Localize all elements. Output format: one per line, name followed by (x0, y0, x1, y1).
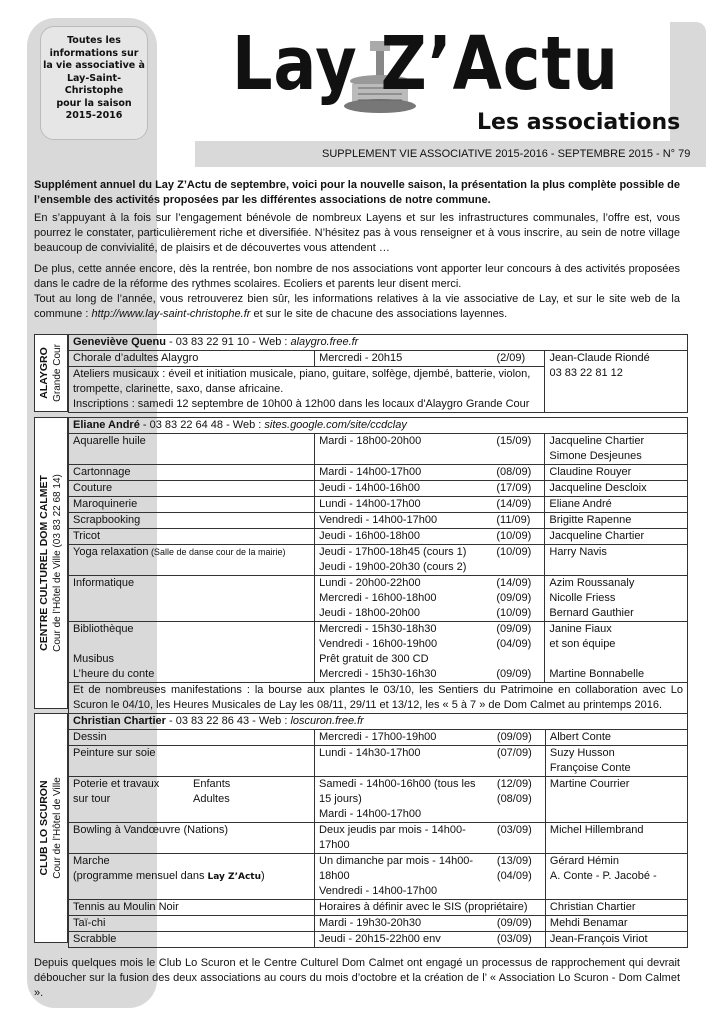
activity-contact: Martine Courrier (545, 777, 687, 823)
intro-line: 2015-2016 (65, 110, 123, 121)
start-date: (09/09) (496, 623, 532, 635)
activity-contact: Jean-François Viriot (545, 932, 687, 948)
activity-label: Tricot (73, 530, 101, 542)
contact-name: Geneviève Quenu (73, 336, 166, 348)
activity-location: (Salle de danse cour de la mairie) (148, 547, 286, 557)
alaygro-web-link[interactable]: alaygro.free.fr (290, 336, 359, 348)
line: Musibus (73, 653, 114, 665)
contact-person: Jacqueline Descloix (549, 482, 647, 494)
activity-contact: Mehdi Benamar (545, 916, 687, 932)
time: Vendredi - 14h00-17h00 (319, 885, 438, 897)
activity-contact (545, 465, 688, 481)
activity-name (69, 465, 315, 481)
activity-name: Peinture sur soie (69, 746, 315, 777)
table-row (69, 497, 688, 513)
time: Mardi - 14h00-17h00 (319, 808, 422, 820)
alaygro-contact (69, 335, 688, 351)
time: Jeudi - 14h00-16h00 (319, 482, 421, 494)
newsletter-title: Lay Z’Actu (232, 21, 619, 107)
activity-schedule (315, 916, 546, 932)
activity-name: Scrabble (69, 932, 315, 948)
time: Jeudi - 16h00-18h00 (319, 530, 421, 542)
activity-schedule (315, 746, 546, 777)
time: Jeudi - 19h00-20h30 (cours 2) (319, 561, 467, 573)
time: Mercredi - 16h00-18h00 (319, 592, 437, 604)
contact-person: Janine Fiaux (549, 623, 612, 635)
activity-schedule (315, 932, 546, 948)
contact-phone: - 03 83 22 86 43 - Web : (165, 715, 291, 727)
activity-name (69, 545, 315, 576)
activity-contact (545, 545, 688, 576)
contact-name: Eliane André (73, 419, 140, 431)
table-row (69, 434, 688, 465)
activity-schedule (315, 513, 545, 529)
activity-schedule (315, 823, 546, 854)
activity-name (69, 576, 315, 622)
table-row (69, 545, 688, 576)
start-date: (11/09) (496, 514, 531, 526)
activity-schedule (315, 497, 545, 513)
activity-name (69, 513, 315, 529)
alaygro-table (68, 334, 688, 413)
intro-paragraph-4 (34, 292, 680, 322)
start-date: (14/09) (496, 577, 532, 589)
start-date: (03/09) (496, 824, 532, 836)
intro-line: Toutes les (67, 35, 121, 46)
activity-contact: Michel Hillembrand (545, 823, 687, 854)
activity-contact (545, 854, 687, 900)
line: Poterie et travaux (73, 778, 160, 790)
start-date: (04/09) (496, 638, 532, 650)
time: Mercredi - 15h30-18h30 (319, 623, 437, 635)
time: Un dimanche par mois - 14h00-18h00 (319, 855, 474, 882)
activity-name (69, 497, 315, 513)
activity-contact (545, 481, 688, 497)
activity-label: Maroquinerie (73, 498, 138, 510)
contact-phone: - 03 83 22 91 10 - Web : (165, 336, 291, 348)
table-row (69, 529, 688, 545)
start-date (496, 560, 540, 575)
start-date: (04/09) (496, 870, 532, 882)
activity-name (69, 481, 315, 497)
table-row (69, 576, 688, 622)
contact-person: Nicolle Friess (549, 592, 616, 604)
contact-person: Jacqueline Chartier (549, 435, 645, 447)
activity-contact (545, 622, 688, 683)
contact-person: Martine Bonnabelle (549, 668, 645, 680)
scuron-web-link[interactable]: loscuron.free.fr (290, 715, 364, 727)
alaygro-location: Grande Cour (52, 344, 63, 402)
time: Mercredi - 15h30-16h30 (319, 668, 437, 680)
calmet-side-label (34, 417, 68, 709)
time: Lundi - 14h30-17h00 (319, 747, 421, 759)
activity-name (69, 622, 315, 683)
scuron-side-label (34, 713, 68, 943)
intro-lead: Supplément annuel du Lay Z’Actu de septembre, voici pour la nouvelle saison, la présentation la plus complète possible de l’ensemble des activités proposées par les différentes associations de notre commune. (34, 179, 680, 206)
calmet-contact (69, 418, 688, 434)
activity-label: Scrapbooking (73, 514, 141, 526)
intro-p4-end: et sur le site de chacune des associations layennes. (250, 308, 508, 320)
newsletter-subtitle: Les associations (477, 110, 681, 135)
line: sur tour (73, 793, 111, 805)
activity-name: Dessin (69, 730, 315, 746)
intro-line: la vie associative à (43, 60, 145, 71)
inscriptions-text: Inscriptions : samedi 12 septembre de 10h00 à 12h00 dans les locaux d'Alaygro Grande Cour (73, 398, 530, 410)
activity-name (69, 854, 315, 900)
time: Prêt gratuit de 300 CD (319, 653, 429, 665)
time: Vendredi - 16h00-19h00 (319, 638, 438, 650)
time: Mardi - 14h00-17h00 (319, 466, 422, 478)
calmet-web-link[interactable]: sites.google.com/site/ccdclay (264, 419, 407, 431)
time: Deux jeudis par mois - 14h00-17h00 (319, 824, 466, 851)
activity-contact (545, 497, 688, 513)
contact-person: Bernard Gauthier (549, 607, 634, 619)
contact-person: A. Conte - P. Jacobé - (549, 870, 657, 882)
start-date: (17/09) (496, 482, 532, 494)
time: Mardi - 18h00-20h00 (319, 435, 422, 447)
activity-name (69, 777, 315, 823)
activity-name: Bowling à Vandœuvre (Nations) (69, 823, 315, 854)
contact-person: et son équipe (549, 638, 616, 650)
ateliers-description (69, 367, 545, 413)
time: Mardi - 19h30-20h30 (319, 917, 422, 929)
activity-schedule (315, 545, 545, 576)
activity-contact (545, 513, 688, 529)
start-date: (03/09) (496, 933, 532, 945)
activity-name: Taï-chi (69, 916, 315, 932)
start-date: (09/09) (496, 917, 532, 929)
table-row (69, 465, 688, 481)
activity-schedule: Horaires à définir avec le SIS (propriétaire) (315, 900, 546, 916)
start-date: (08/09) (496, 793, 532, 805)
intro-p4-text: Tout au long de l’année, vous retrouverez bien sûr, les informations relatives à la vie associative de Lay, et sur le site web de la commune : (34, 293, 680, 320)
time: Mercredi - 20h15 (319, 352, 403, 364)
start-date: (07/09) (496, 747, 532, 759)
alaygro-side-label (34, 334, 68, 412)
start-date: (13/09) (496, 855, 532, 867)
time: Lundi - 20h00-22h00 (319, 577, 421, 589)
time: Samedi - 14h00-16h00 (tous les 15 jours) (319, 778, 476, 805)
start-date: (14/09) (496, 498, 532, 510)
contact-person: Simone Desjeunes (549, 450, 642, 462)
activity-schedule (315, 434, 545, 465)
activity-schedule (315, 730, 546, 746)
activity-label: Yoga relaxation (73, 546, 149, 558)
table-row (69, 513, 688, 529)
activity-schedule (315, 854, 546, 900)
contact-person: Gérard Hémin (549, 855, 619, 867)
line: L’heure du conte (73, 668, 155, 680)
activity-contact (545, 746, 687, 777)
activity-contact (545, 434, 688, 465)
start-date: (15/09) (496, 435, 532, 447)
line: Enfants (193, 778, 231, 790)
calmet-location: Cour de l’Hôtel de Ville (03 83 22 68 14) (52, 474, 63, 652)
activity-schedule (315, 481, 545, 497)
activity-label: Aquarelle huile (73, 435, 146, 447)
scuron-location: Cour de l’Hôtel de Ville (52, 777, 63, 879)
activity-name (69, 529, 315, 545)
intro-line: informations sur (49, 47, 139, 59)
start-date: (09/09) (496, 731, 532, 743)
activity-schedule (315, 351, 545, 367)
activity-schedule (315, 465, 545, 481)
activity-schedule (315, 622, 545, 683)
activity-contact: Christian Chartier (545, 900, 687, 916)
start-date: (09/09) (496, 592, 532, 604)
line: Bibliothèque (73, 623, 134, 635)
intro-paragraph-2: En s’appuyant à la fois sur l’engagement bénévole de nombreux Layens et sur les infrastructures communales, l’offre est, vous pourrez le constater, particulièrement riche et diversifiée. N’hésitez pas à vous renseigner et à vous inscrire, au sein de notre village beaucoup de convivialité, de plaisirs et de découvertes vous attendent … (34, 212, 680, 254)
time: Lundi - 14h00-17h00 (319, 498, 421, 510)
table-row (69, 481, 688, 497)
line: Marche (73, 855, 110, 867)
start-date: (10/09) (496, 607, 532, 619)
intro-line: Lay-Saint-Christophe (64, 72, 124, 96)
time: Jeudi - 18h00-20h00 (319, 607, 421, 619)
line: Adultes (193, 793, 230, 805)
contact-person: Françoise Conte (549, 762, 631, 774)
contact-phone: - 03 83 22 64 48 - Web : (139, 419, 265, 431)
supplement-info: SUPPLEMENT VIE ASSOCIATIVE 2015-2016 - SEPTEMBRE 2015 - N° 79 (322, 148, 691, 160)
time: Vendredi - 14h00-17h00 (319, 514, 438, 526)
calmet-title: CENTRE CULTUREL DOM CALMET (38, 475, 50, 651)
activity-label: Cartonnage (73, 466, 131, 478)
contact-person: Azim Roussanaly (549, 577, 635, 589)
intro-paragraph-3: De plus, cette année encore, dès la rentrée, bon nombre de nos associations vont apporter leur concours à des activités proposées dans le cadre de la réforme des rythmes scolaires. Ecoliers et parents leur disent merci. (34, 263, 680, 290)
footer-paragraph: Depuis quelques mois le Club Lo Scuron et le Centre Culturel Dom Calmet ont engagé un processus de rapprochement qui devrait déboucher sur la fusion des deux associations au cours du mois d’octobre et la création de l’ « Association Lo Scuron - Dom Calmet ». (34, 957, 680, 999)
activity-schedule (315, 529, 545, 545)
start-date: (08/09) (496, 466, 532, 478)
start-date: (2/09) (496, 352, 526, 364)
intro-line: pour la saison (56, 97, 132, 109)
intro-paragraph-1 (34, 178, 680, 208)
activity-name: Chorale d’adultes Alaygro (69, 351, 315, 367)
time: Jeudi - 20h15-22h00 env (319, 933, 441, 945)
contact-name: Christian Chartier (73, 715, 166, 727)
activity-label: Informatique (73, 577, 135, 589)
contact-person (549, 560, 683, 575)
contact-person: Eliane André (549, 498, 612, 510)
activity-schedule (315, 576, 545, 622)
newsletter-name: Lay Z’Actu (207, 872, 262, 882)
contact-person: Brigitte Rapenne (549, 514, 632, 526)
contact-person: Jacqueline Chartier (549, 530, 645, 542)
intro-box (40, 26, 148, 140)
contact-phone: 03 83 22 81 12 (549, 367, 623, 379)
commune-website-link[interactable]: http://www.lay-saint-christophe.fr (91, 308, 251, 320)
activity-contact (545, 351, 688, 413)
contact-person: Jean-Claude Riondé (549, 352, 650, 364)
activity-schedule (315, 777, 546, 823)
scuron-contact (69, 714, 688, 730)
activity-contact (545, 529, 688, 545)
scuron-table (68, 713, 688, 948)
manifestations: Et de nombreuses manifestations : la bourse aux plantes le 03/10, les Sentiers du Patrimoine en collaboration avec Lo Scuron le 04/10, les Heures Musicales de Lay les 08/11, 29/11 et 13/12, les « 5 à 7 » de Dom Calmet au printemps 2016. (69, 683, 688, 714)
start-date: (09/09) (496, 668, 532, 680)
start-date: (10/09) (496, 546, 532, 558)
activity-label: Couture (73, 482, 113, 494)
start-date (496, 449, 540, 464)
contact-person: Claudine Rouyer (549, 466, 632, 478)
alaygro-title: ALAYGRO (38, 347, 50, 399)
scuron-title: CLUB LO SCURON (38, 780, 50, 876)
activity-contact (545, 576, 688, 622)
line: (programme mensuel dans (73, 870, 208, 882)
contact-person: Harry Navis (549, 546, 607, 558)
start-date: (12/09) (496, 778, 532, 790)
time: Mercredi - 17h00-19h00 (319, 731, 437, 743)
contact-person: Suzy Husson (549, 747, 615, 759)
calmet-table (68, 417, 688, 714)
line: ) (261, 870, 265, 882)
time: Jeudi - 17h00-18h45 (cours 1) (319, 546, 467, 558)
start-date: (10/09) (496, 530, 532, 542)
activity-name: Tennis au Moulin Noir (69, 900, 315, 916)
activity-name (69, 434, 315, 465)
activity-contact: Albert Conte (545, 730, 687, 746)
ateliers-text: Ateliers musicaux : éveil et initiation musicale, piano, guitare, solfège, djembé, batterie, violon, trompette, clarinette, saxo, danse africaine. (73, 368, 531, 395)
